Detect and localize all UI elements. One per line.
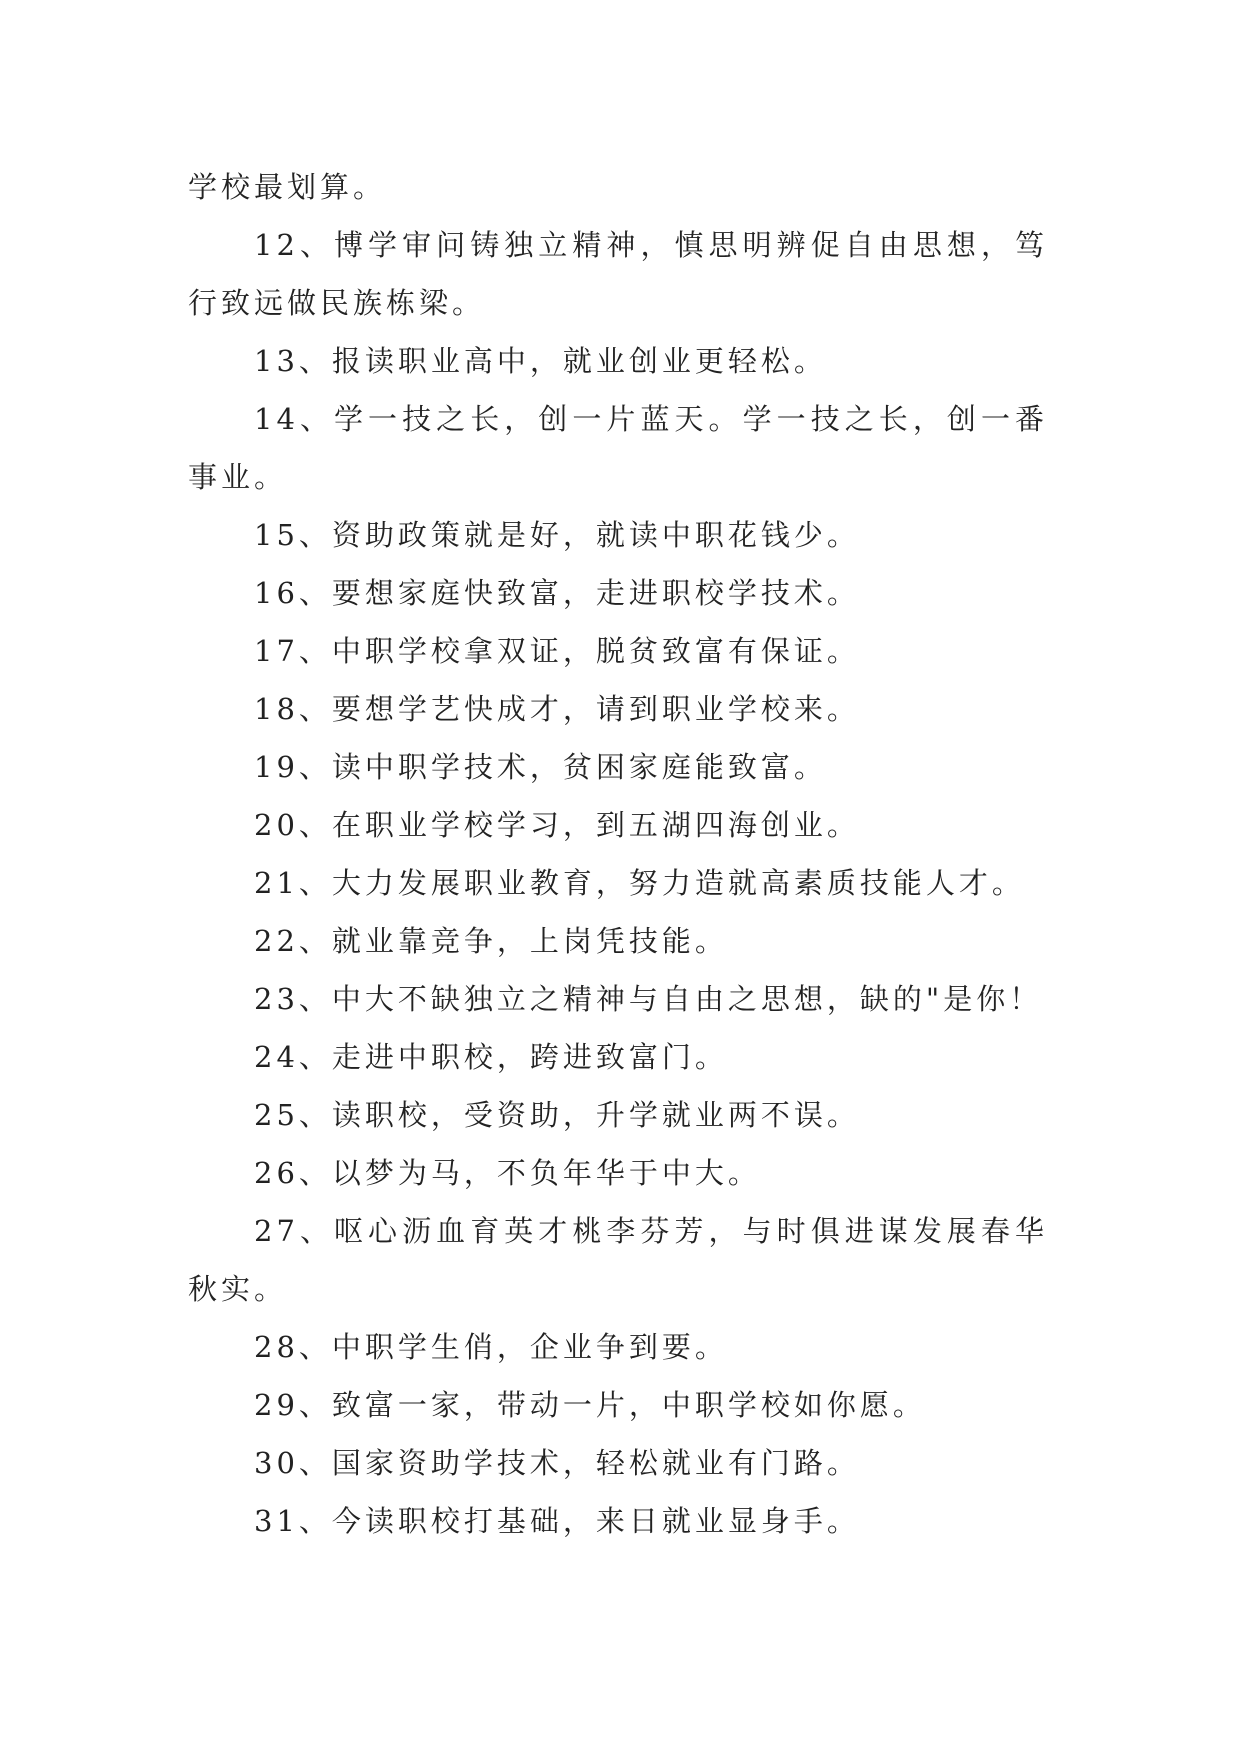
slogan-25: 25、读职校，受资助，升学就业两不误。 [254, 1098, 860, 1132]
slogan-24: 24、走进中职校，跨进致富门。 [254, 1040, 728, 1074]
slogan-16: 16、要想家庭快致富，走进职校学技术。 [254, 576, 860, 610]
slogan-19: 19、读中职学技术，贫困家庭能致富。 [254, 750, 827, 784]
slogan-14: 14、学一技之长，创一片蓝天。学一技之长，创一番事业。 [188, 402, 1048, 494]
slogan-18: 18、要想学艺快成才，请到职业学校来。 [254, 692, 860, 726]
slogan-12: 12、博学审问铸独立精神，慎思明辨促自由思想，笃行致远做民族栋梁。 [188, 228, 1048, 320]
slogan-26: 26、以梦为马，不负年华于中大。 [254, 1156, 761, 1190]
slogan-20: 20、在职业学校学习，到五湖四海创业。 [254, 808, 860, 842]
slogan-30: 30、国家资助学技术，轻松就业有门路。 [254, 1446, 860, 1480]
slogan-27: 27、呕心沥血育英才桃李芬芳，与时俱进谋发展春华秋实。 [188, 1214, 1048, 1306]
slogan-13: 13、报读职业高中，就业创业更轻松。 [254, 344, 827, 378]
document-body [188, 158, 1048, 1550]
slogan-28: 28、中职学生俏，企业争到要。 [254, 1330, 728, 1364]
slogan-21: 21、大力发展职业教育，努力造就高素质技能人才。 [254, 866, 1025, 900]
paragraph-continuation: 学校最划算。 [188, 170, 387, 204]
slogan-17: 17、中职学校拿双证，脱贫致富有保证。 [254, 634, 860, 668]
slogan-15: 15、资助政策就是好，就读中职花钱少。 [254, 518, 860, 552]
slogan-23: 23、中大不缺独立之精神与自由之思想，缺的"是你！ [254, 982, 1043, 1016]
slogan-29: 29、致富一家，带动一片，中职学校如你愿。 [254, 1388, 926, 1422]
slogan-22: 22、就业靠竞争，上岗凭技能。 [254, 924, 728, 958]
slogan-31: 31、今读职校打基础，来日就业显身手。 [254, 1504, 860, 1538]
